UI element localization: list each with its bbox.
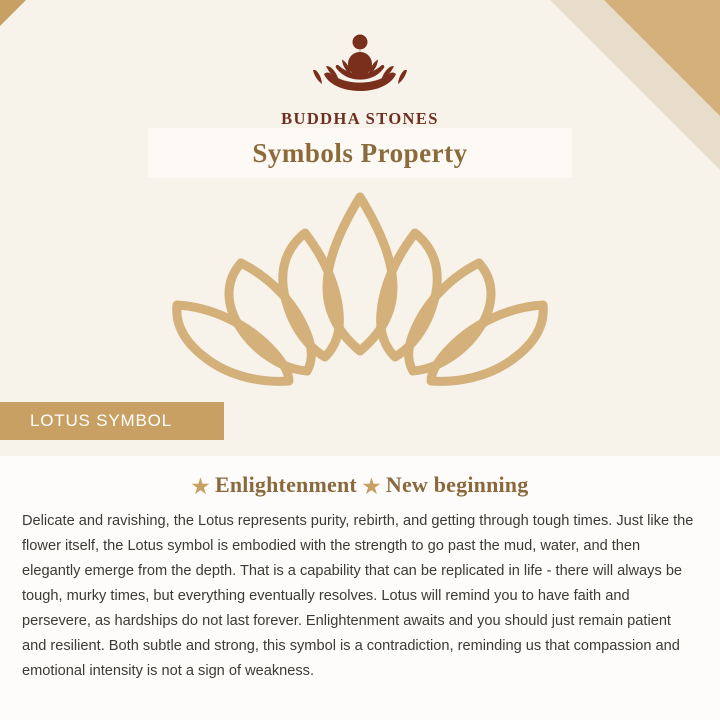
headline-secondary: New beginning	[385, 472, 529, 497]
star-icon-left: ★	[191, 476, 210, 498]
content-paragraph: Delicate and ravishing, the Lotus represents purity, rebirth, and getting through tough times. Just like the flower itself, the Lotus symbol is embodied with the strength to go past the mud, water, and then elegantly emerge from the depth. That is a capability that can be replicated in life - there will always be tough, murky times, but everything eventually resolves. Lotus will remind you to have faith and persevere, as hardships do not last forever. Enlightenment awaits and you should just remain patient and resilient. Both subtle and strong, this symbol is a contradiction, reminding us that compassion and emotional intensity is not a sign of weakness.	[22, 513, 694, 679]
page-title-bar	[148, 128, 572, 178]
lotus-flower-icon	[0, 183, 720, 393]
lotus-meditation-figure-icon	[0, 26, 720, 105]
ribbon-label: LOTUS SYMBOL	[30, 411, 172, 430]
headline-primary: Enlightenment	[214, 472, 357, 497]
content-headline	[0, 456, 720, 499]
content-panel	[0, 456, 720, 720]
brand-logo-block	[0, 26, 720, 129]
star-icon-middle: ★	[362, 476, 381, 498]
corner-decoration-top-left	[0, 0, 26, 26]
lotus-symbol-ribbon	[0, 402, 224, 440]
page-title: Symbols Property	[252, 137, 468, 168]
brand-name: BUDDHA STONES	[281, 109, 439, 128]
